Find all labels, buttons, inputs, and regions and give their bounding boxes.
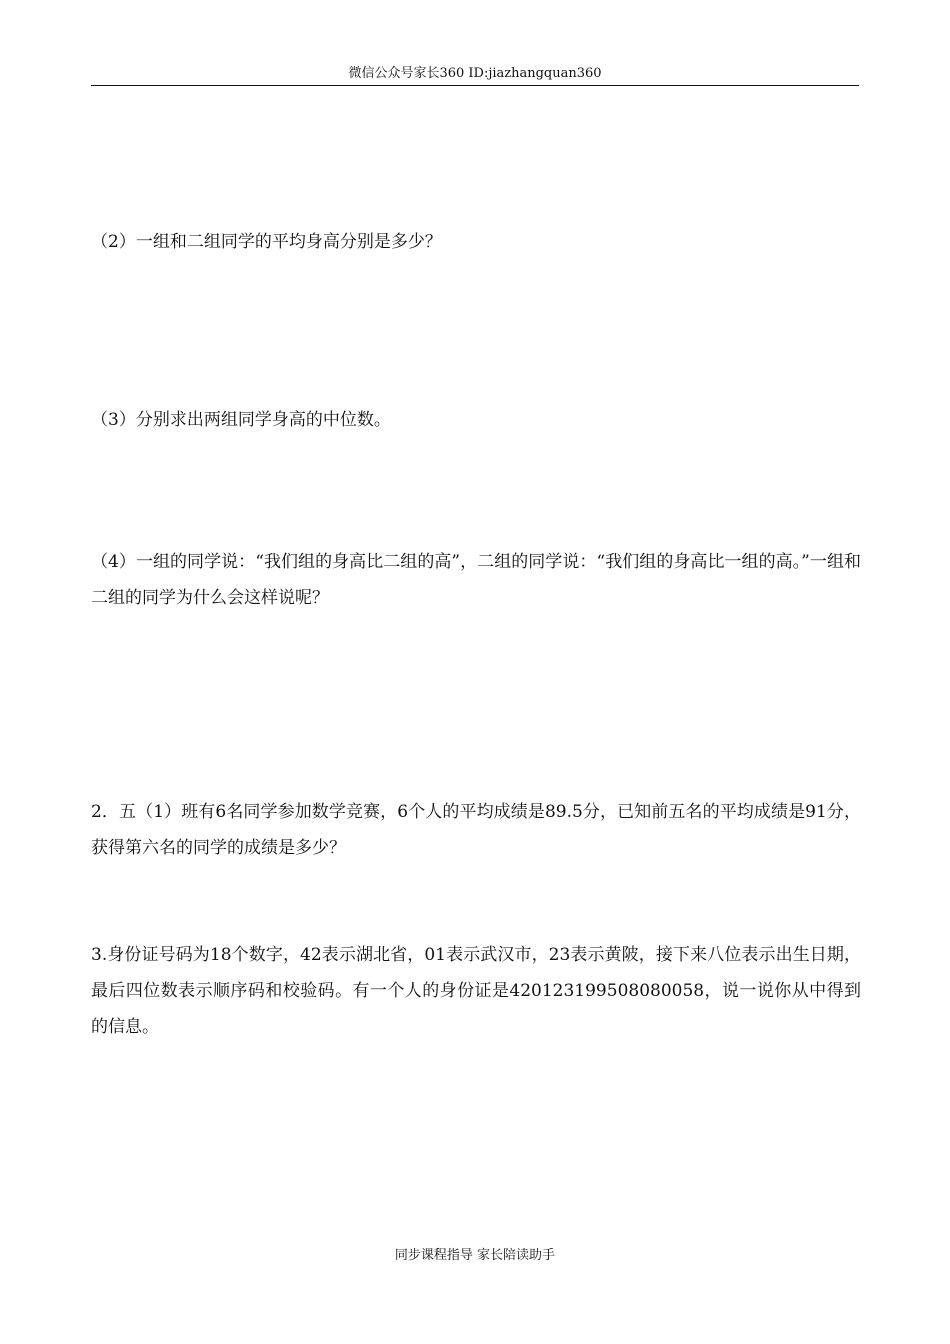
header-divider	[91, 85, 859, 86]
page-footer: 同步课程指导 家长陪读助手	[394, 1248, 556, 1263]
question-1-part-2: （2）一组和二组同学的平均身高分别是多少？	[91, 232, 442, 252]
page-header: 微信公众号家长360 ID:jiazhangquan360	[348, 66, 602, 81]
question-1-part-3: （3）分别求出两组同学身高的中位数。	[91, 410, 391, 430]
question-2: 2．五（1）班有6名同学参加数学竞赛，6个人的平均成绩是89.5分，已知前五名的平均成绩是91分，获得第六名的同学的成绩是多少？	[91, 802, 861, 858]
question-3: 3.身份证号码为18个数字，42表示湖北省，01表示武汉市，23表示黄陂，接下来八位表示出生日期，最后四位数表示顺序码和校验码。有一个人的身份证是420123199508080058，说一说你从中得到的信息。	[91, 945, 861, 1037]
question-1-part-4: （4）一组的同学说：“我们组的身高比二组的高”，二组的同学说：“我们组的身高比一组的高。”一组和二组的同学为什么会这样说呢？	[91, 552, 861, 608]
